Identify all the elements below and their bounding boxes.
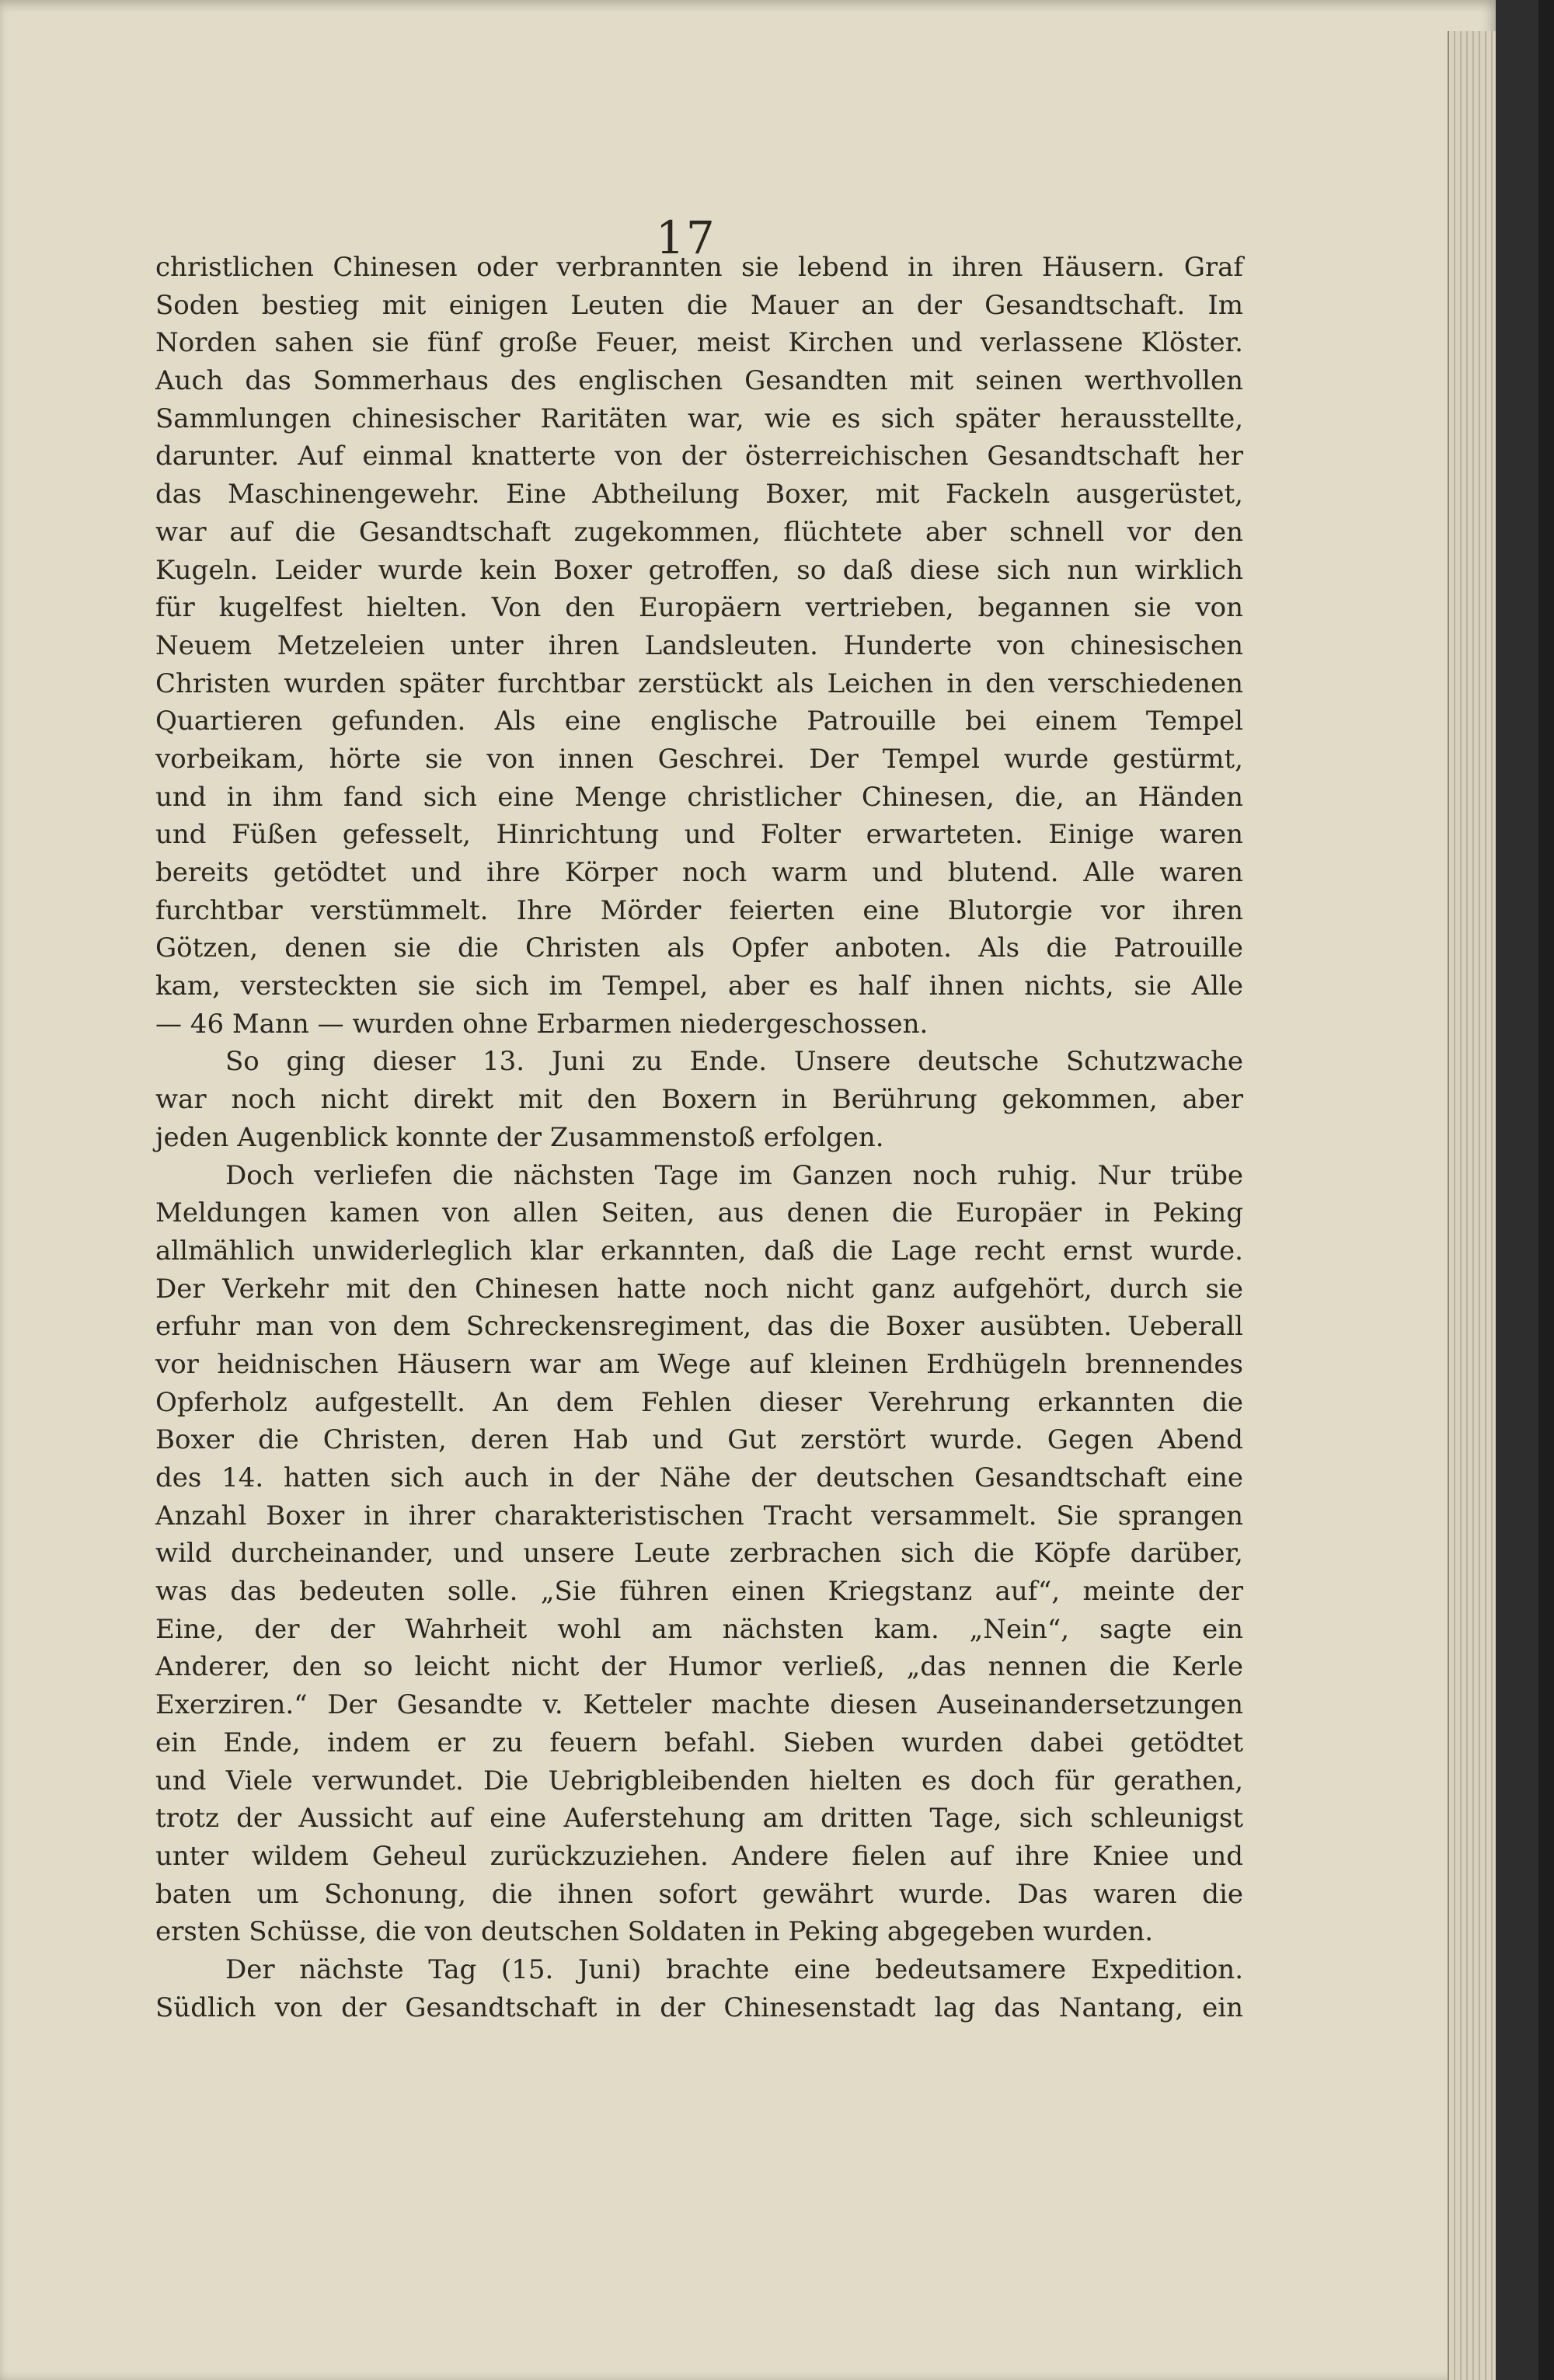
text-line: wild durcheinander, und unsere Leute zerbrachen sich die Köpfe darüber, [155, 1538, 1243, 1570]
text-line: baten um Schonung, die ihnen sofort gewährt wurde. Das waren die [155, 1878, 1243, 1910]
text-line: Doch verliefen die nächsten Tage im Ganzen noch ruhig. Nur trübe [225, 1159, 1243, 1191]
text-line: Exerziren.“ Der Gesandte v. Ketteler machte diesen Auseinandersetzungen [155, 1689, 1243, 1721]
text-line: Opferholz aufgestellt. An dem Fehlen dieser Verehrung erkannten die [155, 1386, 1243, 1418]
text-line: vor heidnischen Häusern war am Wege auf kleinen Erdhügeln brennendes [155, 1348, 1243, 1380]
text-line: und Viele verwundet. Die Uebrigbleibenden hielten es doch für gerathen, [155, 1765, 1243, 1796]
text-line: war noch nicht direkt mit den Boxern in Berührung gekommen, aber [155, 1084, 1243, 1116]
text-line: ein Ende, indem er zu feuern befahl. Sieben wurden dabei getödtet [155, 1727, 1243, 1758]
text-line: vorbeikam, hörte sie von innen Geschrei. Der Tempel wurde gestürmt, [155, 743, 1243, 775]
book-cover-edge [1538, 0, 1554, 2380]
text-line: ersten Schüsse, die von deutschen Soldaten in Peking abgegeben wurden. [155, 1916, 1154, 1948]
text-line: furchtbar verstümmelt. Ihre Mörder feierten eine Blutorgie vor ihren [155, 894, 1243, 926]
page-edge-stack [1448, 31, 1496, 2380]
text-line: Neuem Metzeleien unter ihren Landsleuten. Hunderte von chinesischen [155, 629, 1243, 661]
body-text [155, 249, 1243, 2026]
text-line: Anzahl Boxer in ihrer charakteristischen Tracht versammelt. Sie sprangen [155, 1500, 1243, 1531]
text-line: allmählich unwiderleglich klar erkannten, daß die Lage recht ernst wurde. [155, 1235, 1243, 1267]
text-line: Boxer die Christen, deren Hab und Gut zerstört wurde. Gegen Abend [155, 1424, 1243, 1456]
text-line: und in ihm fand sich eine Menge christlicher Chinesen, die, an Händen [155, 781, 1243, 813]
text-line: jeden Augenblick konnte der Zusammenstoß erfolgen. [155, 1121, 884, 1153]
text-line: unter wildem Geheul zurückzuziehen. Andere fielen auf ihre Kniee und [155, 1840, 1243, 1872]
text-line: und Füßen gefesselt, Hinrichtung und Folter erwarteten. Einige waren [155, 819, 1243, 851]
text-line: Eine, der der Wahrheit wohl am nächsten kam. „Nein“, sagte ein [155, 1613, 1243, 1645]
text-line: darunter. Auf einmal knatterte von der österreichischen Gesandtschaft her [155, 441, 1243, 472]
text-line: Christen wurden später furchtbar zerstückt als Leichen in den verschiedenen [155, 667, 1243, 699]
text-line: Götzen, denen sie die Christen als Opfer anboten. Als die Patrouille [155, 932, 1243, 964]
text-line: war auf die Gesandtschaft zugekommen, flüchtete aber schnell vor den [155, 516, 1243, 548]
text-line: des 14. hatten sich auch in der Nähe der deutschen Gesandtschaft eine [155, 1462, 1243, 1493]
text-line: Anderer, den so leicht nicht der Humor verließ, „das nennen die Kerle [155, 1651, 1243, 1683]
text-line: bereits getödtet und ihre Körper noch warm und blutend. Alle waren [155, 857, 1243, 888]
text-line: kam, versteckten sie sich im Tempel, aber es half ihnen nichts, sie Alle [155, 970, 1243, 1002]
text-line: was das bedeuten solle. „Sie führen einen Kriegstanz auf“, meinte der [155, 1576, 1243, 1608]
text-line: Soden bestieg mit einigen Leuten die Mauer an der Gesandtschaft. Im [155, 289, 1243, 321]
text-line: Südlich von der Gesandtschaft in der Chinesenstadt lag das Nantang, ein [155, 1991, 1243, 2023]
page-number: 17 [656, 211, 716, 264]
text-line: für kugelfest hielten. Von den Europäern vertrieben, begannen sie von [155, 592, 1243, 624]
text-line: Quartieren gefunden. Als eine englische Patrouille bei einem Tempel [155, 706, 1243, 737]
text-line: das Maschinengewehr. Eine Abtheilung Boxer, mit Fackeln ausgerüstet, [155, 479, 1243, 510]
text-line: Norden sahen sie fünf große Feuer, meist Kirchen und verlassene Klöster. [155, 327, 1243, 359]
text-line: Sammlungen chinesischer Raritäten war, wie es sich später herausstellte, [155, 402, 1243, 434]
text-line: So ging dieser 13. Juni zu Ende. Unsere deutsche Schutzwache [225, 1046, 1243, 1078]
text-line: — 46 Mann — wurden ohne Erbarmen niedergeschossen. [155, 1008, 929, 1040]
text-line: trotz der Aussicht auf eine Auferstehung am dritten Tage, sich schleunigst [155, 1803, 1243, 1835]
text-line: Meldungen kamen von allen Seiten, aus denen die Europäer in Peking [155, 1197, 1243, 1229]
text-line: Der Verkehr mit den Chinesen hatte noch nicht ganz aufgehört, durch sie [155, 1273, 1243, 1305]
text-line: Auch das Sommerhaus des englischen Gesandten mit seinen werthvollen [155, 365, 1243, 397]
text-line: erfuhr man von dem Schreckensregiment, das die Boxer ausübten. Ueberall [155, 1311, 1243, 1343]
text-line: Der nächste Tag (15. Juni) brachte eine bedeutsamere Expedition. [225, 1953, 1243, 1985]
text-line: christlichen Chinesen oder verbrannten sie lebend in ihren Häusern. Graf [155, 252, 1243, 283]
text-line: Kugeln. Leider wurde kein Boxer getroffen, so daß diese sich nun wirklich [155, 554, 1243, 586]
